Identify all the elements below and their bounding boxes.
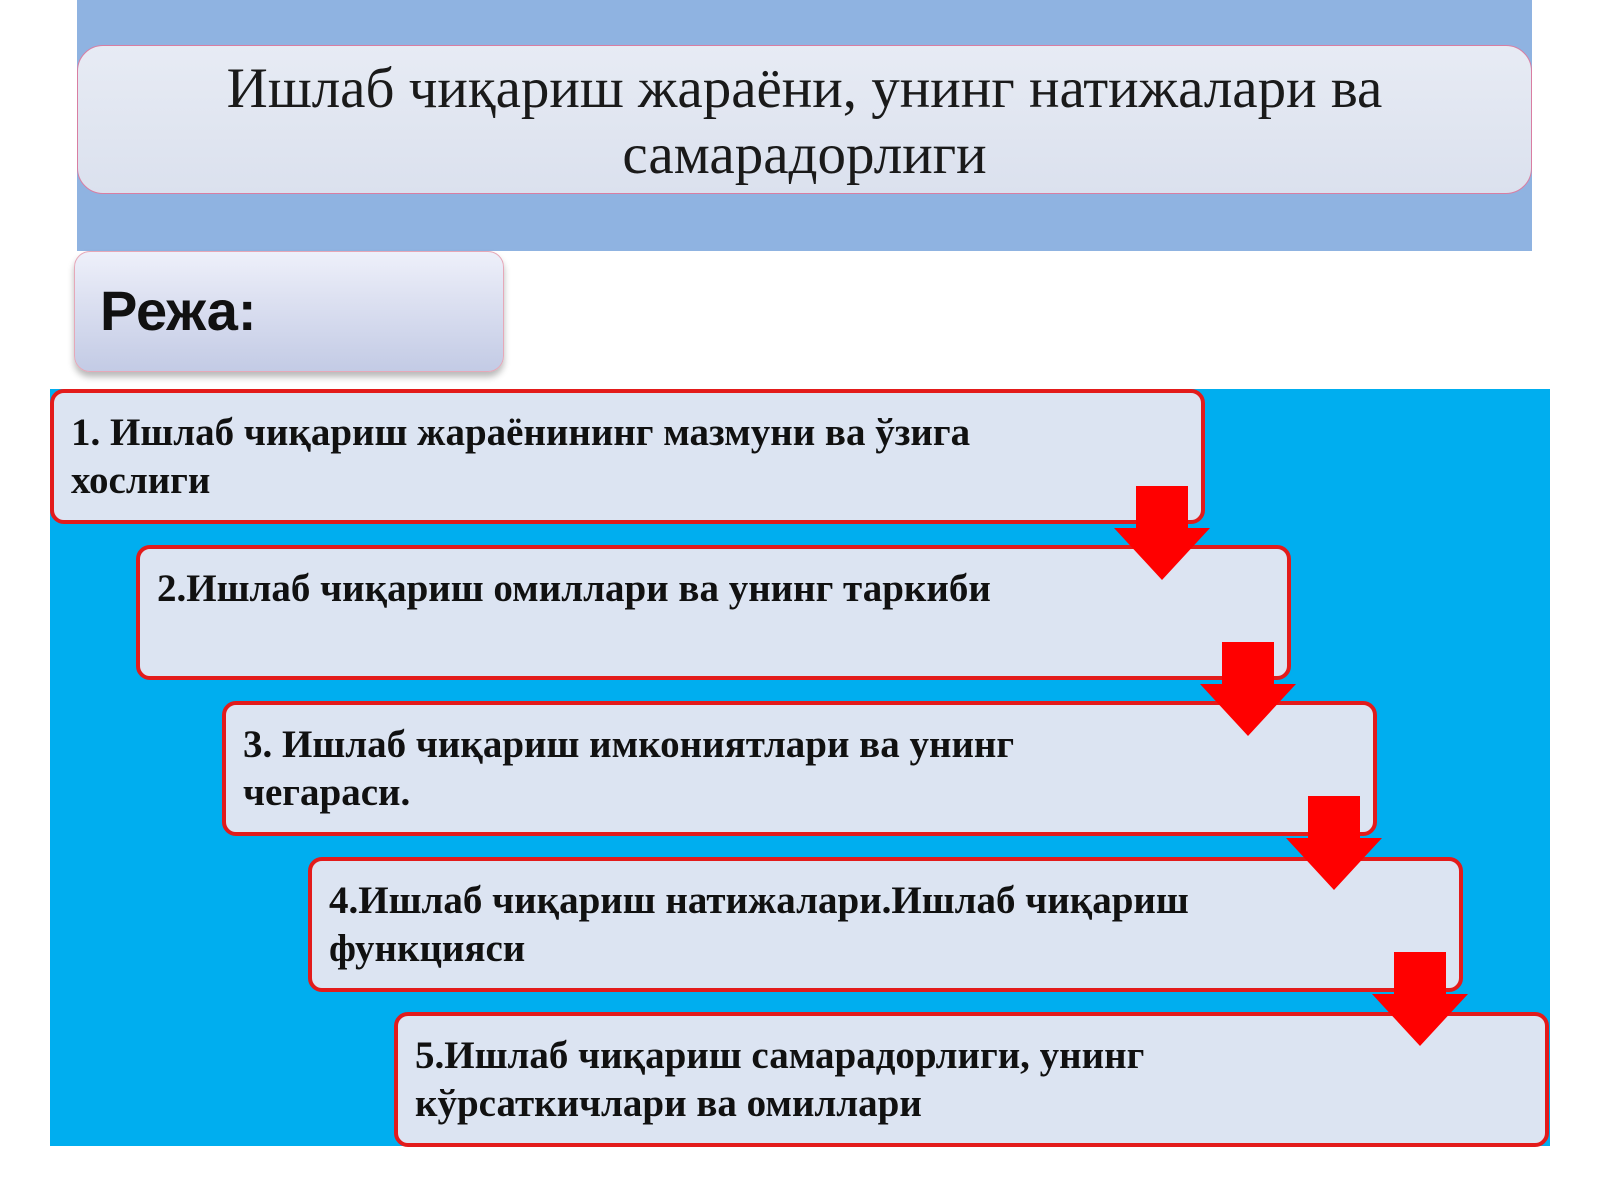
step-5-label: 5.Ишлаб чиқариш самарадорлиги, унинг кўрсаткичлари ва омиллари (415, 1034, 1145, 1125)
slide-title: Ишлаб чиқариш жараёни, унинг натижалари ва самарадорлиги (226, 56, 1383, 186)
step-1-label: 1. Ишлаб чиқариш жараёнининг мазмуни ва ўзига хослиги (71, 411, 971, 502)
step-2-label: 2.Ишлаб чиқариш омиллари ва унинг таркиби (157, 567, 991, 610)
plan-heading-box (74, 251, 504, 372)
step-1 (50, 389, 1205, 524)
down-arrow-icon (1114, 486, 1210, 580)
down-arrow-icon (1286, 796, 1382, 890)
step-4-label: 4.Ишлаб чиқариш натижалари.Ишлаб чиқариш функцияси (329, 879, 1189, 970)
plan-heading: Режа: (100, 279, 257, 342)
title-box (77, 45, 1532, 194)
down-arrow-icon (1372, 952, 1468, 1046)
down-arrow-icon (1200, 642, 1296, 736)
step-3-label: 3. Ишлаб чиқариш имкониятлари ва унинг чегараси. (243, 723, 1015, 814)
